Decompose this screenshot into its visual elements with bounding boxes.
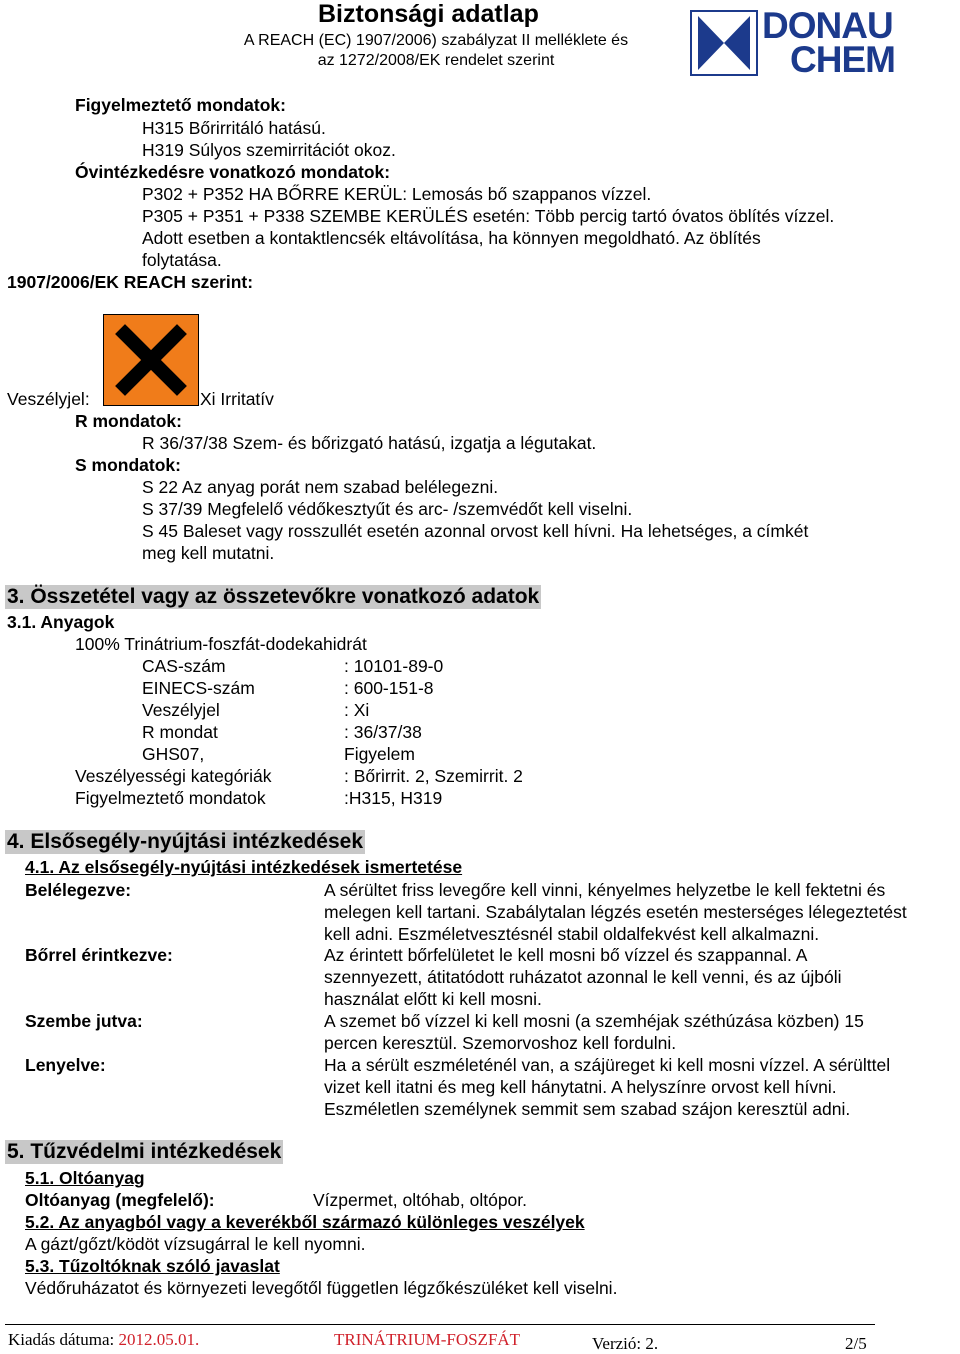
section-4-title: 4. Elsősegély-nyújtási intézkedések: [7, 830, 363, 853]
hazard-value: Xi Irritatív: [200, 389, 274, 409]
ghs-value: Figyelem: [344, 744, 415, 764]
s-phrase-line-2: S 37/39 Megfelelő védőkesztyűt és arc- /szemvédőt kell viselni.: [142, 499, 633, 519]
section-5-title: 5. Tűzvédelmi intézkedések: [7, 1140, 282, 1163]
inhalation-line-1: A sérültet friss levegőre kell vinni, kényelmes helyzetbe le kell fektetni és: [324, 880, 886, 900]
subtitle-line-2: az 1272/2008/EK rendelet szerint: [317, 52, 555, 69]
ingestion-line-3: Eszméletlen személynek semmit sem szabad szájon keresztül adni.: [324, 1099, 851, 1119]
einecs-value: : 600-151-8: [344, 678, 434, 698]
extinguishing-value: Vízpermet, oltóhab, oltópor.: [313, 1190, 528, 1210]
einecs-label: EINECS-szám: [142, 678, 255, 698]
hazard-categories-value: : Bőrirrit. 2, Szemirrit. 2: [344, 766, 523, 786]
warning-h315: H315 Bőrirritáló hatású.: [142, 118, 326, 138]
precaution-line-3: Adott esetben a kontaktlencsék eltávolítása, ha könnyen megoldható. Az öblítés: [142, 228, 761, 248]
section-5-2-text: A gázt/gőzt/ködöt vízsugárral le kell nyomni.: [25, 1234, 366, 1254]
footer-version: Verzió: 2.: [592, 1334, 659, 1353]
eye-contact-label: Szembe jutva:: [25, 1011, 143, 1031]
section-4-1-heading: 4.1. Az elsősegély-nyújtási intézkedések ismertetése: [25, 857, 463, 877]
skin-contact-line-3: használat előtt ki kell mosni.: [324, 989, 542, 1009]
precaution-line-1: P302 + P352 HA BŐRRE KERÜL: Lemosás bő szappanos vízzel.: [142, 184, 652, 204]
inhalation-line-2: melegen kell tartani. Szabálytalan légzés esetén mesterséges lélegeztetést: [324, 902, 907, 922]
hazard-label: Veszélyjel:: [7, 389, 90, 409]
hazard-categories-label: Veszélyességi kategóriák: [75, 766, 272, 786]
precautions-heading: Óvintézkedésre vonatkozó mondatok:: [75, 162, 391, 182]
precaution-line-2: P305 + P351 + P338 SZEMBE KERÜLÉS esetén: Több percig tartó óvatos öblítés vízzel.: [142, 206, 835, 226]
s-phrases-heading: S mondatok:: [75, 455, 181, 475]
precaution-line-4: folytatása.: [142, 250, 222, 270]
warning-h319: H319 Súlyos szemirritációt okoz.: [142, 140, 396, 160]
section-3-1-heading: 3.1. Anyagok: [7, 612, 115, 632]
section-5-1-heading: 5.1. Oltóanyag: [25, 1168, 145, 1188]
document-title: Biztonsági adatlap: [318, 0, 539, 28]
r-phrase-line-1: R 36/37/38 Szem- és bőrizgató hatású, izgatja a légutakat.: [142, 433, 597, 453]
ingestion-line-2: vizet kell itatni és meg kell hánytatni. A helyszínre orvost kell hívni.: [324, 1077, 837, 1097]
footer-page-number: 2/5: [845, 1334, 867, 1353]
eye-contact-line-1: A szemet bő vízzel ki kell mosni (a szemhéjak széthúzása közben) 15: [324, 1011, 864, 1031]
cas-label: CAS-szám: [142, 656, 226, 676]
extinguishing-label: Oltóanyag (megfelelő):: [25, 1190, 215, 1210]
hazard-statements-label: Figyelmeztető mondatok: [75, 788, 266, 808]
hazard-statements-value: :H315, H319: [344, 788, 443, 808]
section-5-3-text: Védőruházatot és környezeti levegőtől független légzőkészüléket kell viselni.: [25, 1278, 618, 1298]
logo-text-chem: CHEM: [790, 39, 895, 80]
skin-contact-line-1: Az érintett bőrfelületet le kell mosni bő vízzel és szappannal. A: [324, 945, 808, 965]
section-5-3-heading: 5.3. Tűzoltóknak szóló javaslat: [25, 1256, 280, 1276]
ghs-label: GHS07,: [142, 744, 205, 764]
skin-contact-line-2: szennyezett, átitatódott ruházatot azonnal le kell venni, és az újbóli: [324, 967, 842, 987]
r-phrase-label: R mondat: [142, 722, 218, 742]
r-phrases-heading: R mondatok:: [75, 411, 182, 431]
r-phrase-value: : 36/37/38: [344, 722, 422, 742]
reach-heading: 1907/2006/EK REACH szerint:: [7, 272, 254, 292]
irritant-x-icon: [103, 314, 199, 406]
logo-mark-icon: [690, 10, 758, 76]
eye-contact-line-2: percen keresztül. Szemorvoshoz kell fordulni.: [324, 1033, 677, 1053]
ingestion-label: Lenyelve:: [25, 1055, 106, 1075]
cas-value: : 10101-89-0: [344, 656, 444, 676]
section-5-2-heading: 5.2. Az anyagból vagy a keverékből származó különleges veszélyek: [25, 1212, 585, 1232]
warnings-heading: Figyelmeztető mondatok:: [75, 95, 286, 115]
footer-product: TRINÁTRIUM-FOSZFÁT: [334, 1330, 521, 1349]
s-phrase-line-3: S 45 Baleset vagy rosszullét esetén azonnal orvost kell hívni. Ha lehetséges, a címkét: [142, 521, 809, 541]
footer-divider: [5, 1324, 875, 1325]
subtitle-line-1: A REACH (EC) 1907/2006) szabályzat II melléklete és: [243, 32, 629, 49]
document-subtitle: [228, 31, 644, 71]
logo-text-donau: DONAU: [762, 5, 893, 46]
footer-date-value: 2012.05.01.: [118, 1330, 200, 1349]
skin-contact-label: Bőrrel érintkezve:: [25, 945, 173, 965]
hazard-symbol-label: Veszélyjel: [142, 700, 220, 720]
ingestion-line-1: Ha a sérült eszméleténél van, a szájüreget ki kell mosni vízzel. A sérülttel: [324, 1055, 891, 1075]
substance-name: 100% Trinátrium-foszfát-dodekahidrát: [75, 634, 367, 654]
hazard-symbol-value: : Xi: [344, 700, 370, 720]
inhalation-line-3: kell adni. Eszméletvesztésnél stabil oldalfekvést kell alkalmazni.: [324, 924, 820, 944]
section-3-title: 3. Összetétel vagy az összetevőkre vonatkozó adatok: [7, 585, 540, 608]
company-logo: [690, 5, 922, 80]
s-phrase-line-4: meg kell mutatni.: [142, 543, 275, 563]
inhalation-label: Belélegezve:: [25, 880, 132, 900]
s-phrase-line-1: S 22 Az anyag porát nem szabad belélegezni.: [142, 477, 499, 497]
footer-date-label: Kiadás dátuma:: [8, 1330, 115, 1349]
footer-date: [8, 1330, 199, 1350]
